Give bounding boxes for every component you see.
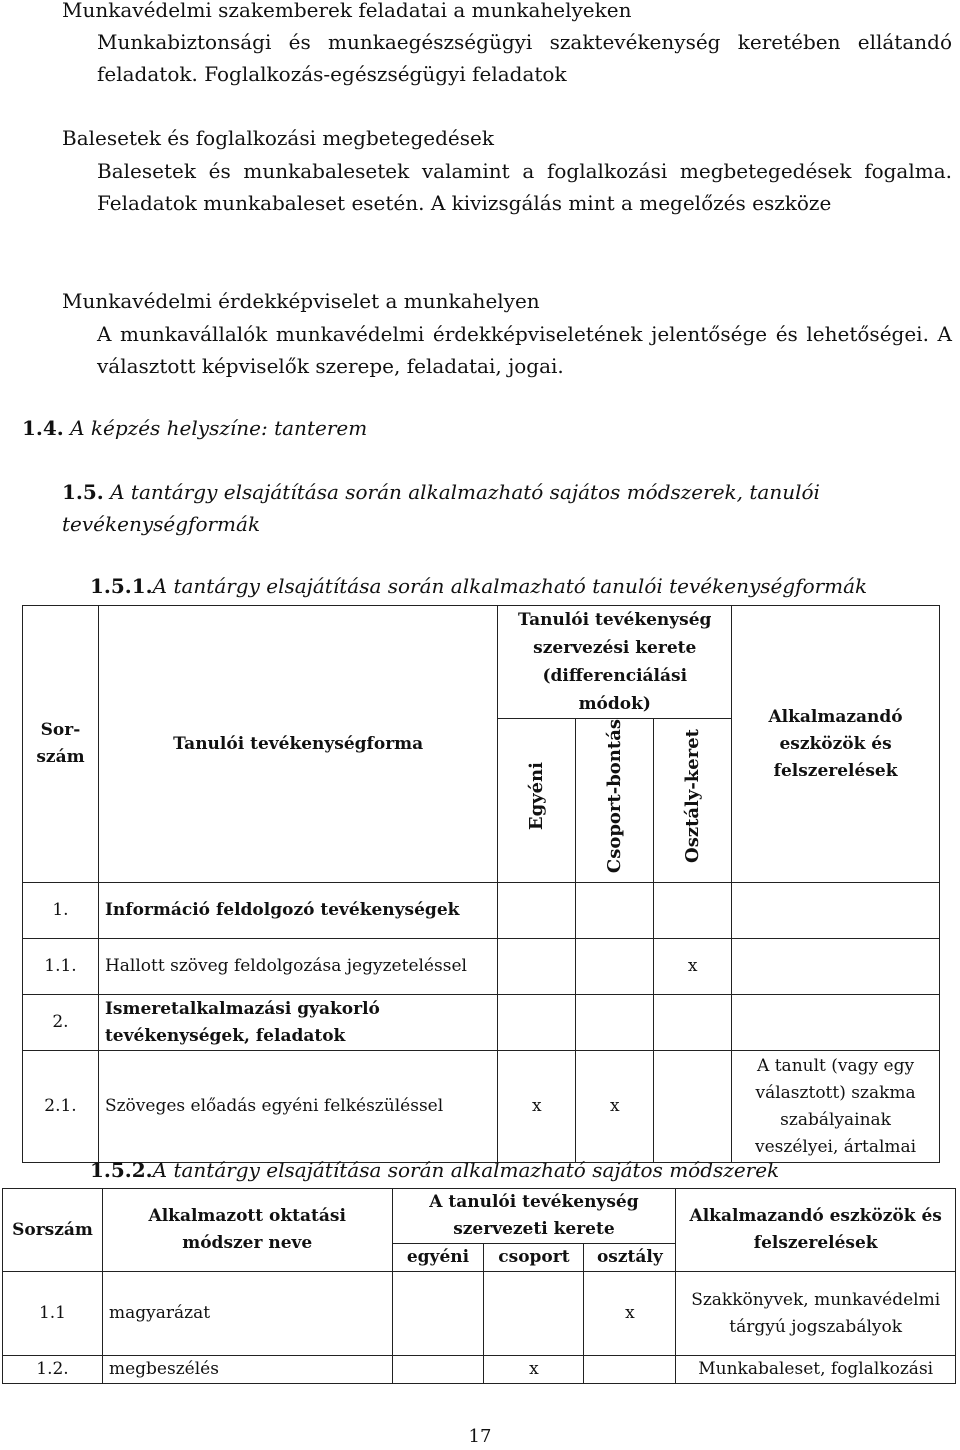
header-modszer: Alkalmazott oktatási módszer neve <box>102 1189 392 1272</box>
header-tevekenysegforma: Tanulói tevékenységforma <box>98 606 497 883</box>
table-row <box>23 883 940 939</box>
row-eszkoz <box>732 939 940 995</box>
heading-1-5 <box>62 476 922 540</box>
heading-1-4-text: A képzés helyszíne: tanterem <box>70 416 368 440</box>
row-number: 2. <box>23 995 99 1051</box>
row-csoport <box>576 883 654 939</box>
header-csoport: csoport <box>484 1244 584 1272</box>
row-egyeni <box>498 883 576 939</box>
methods-table <box>2 1188 956 1384</box>
row-egyeni <box>498 939 576 995</box>
header-osztaly: osztály <box>584 1244 676 1272</box>
row-number: 1.1 <box>3 1272 103 1356</box>
heading-1-5-2 <box>90 1154 779 1186</box>
row-csoport <box>576 939 654 995</box>
row-number: 1.2. <box>3 1356 103 1384</box>
header-sorszam: Sor-szám <box>23 606 99 883</box>
row-number: 1. <box>23 883 99 939</box>
row-number: 1.1. <box>23 939 99 995</box>
section-title-erdekkepviselet: Munkavédelmi érdekképviselet a munkahelyen <box>62 289 540 313</box>
header-csoportbontas: Csoport-bontás <box>576 719 654 883</box>
row-eszkoz: Munkabaleset, foglalkozási <box>676 1356 956 1384</box>
row-egyeni: x <box>498 1051 576 1163</box>
activity-forms-table <box>22 605 940 1163</box>
row-osztaly: x <box>654 939 732 995</box>
header-szervezesi-keret: Tanulói tevékenység szervezési kerete (differenciálási módok) <box>498 606 732 719</box>
heading-1-4-number: 1.4. <box>22 416 64 440</box>
heading-1-5-2-text: A tantárgy elsajátítása során alkalmazható sajátos módszerek <box>152 1158 780 1182</box>
header-sorszam: Sorszám <box>3 1189 103 1272</box>
heading-1-5-2-number: 1.5.2. <box>90 1158 153 1182</box>
table-row <box>23 939 940 995</box>
table-row <box>23 995 940 1051</box>
header-osztalykeret: Osztály-keret <box>654 719 732 883</box>
row-egyeni <box>498 995 576 1051</box>
section-body-balesetek: Balesetek és munkabalesetek valamint a foglalkozási megbetegedések fogalma. Feladatok munkabaleset esetén. A kivizsgálás mint a megelőzés eszköze <box>97 159 952 215</box>
row-eszkoz: Szakkönyvek, munkavédelmi tárgyú jogszabályok <box>676 1272 956 1356</box>
row-csoport: x <box>576 1051 654 1163</box>
row-eszkoz <box>732 883 940 939</box>
header-eszkozok: Alkalmazandó eszközök és felszerelések <box>732 606 940 883</box>
heading-1-5-1-number: 1.5.1. <box>90 574 153 598</box>
header-egyeni: Egyéni <box>498 719 576 883</box>
section-body-munkavedelmi-szakemberek: Munkabiztonsági és munkaegészségügyi szaktevékenység keretében ellátandó feladatok. Foglalkozás-egészségügyi feladatok <box>97 30 952 86</box>
heading-1-4 <box>22 412 367 444</box>
section-body-erdekkepviselet: A munkavállalók munkavédelmi érdekképviseletének jelentősége és lehetőségei. A választott képviselők szerepe, feladatai, jogai. <box>97 322 952 378</box>
row-osztaly: x <box>584 1272 676 1356</box>
section-title-munkavedelmi-szakemberek: Munkavédelmi szakemberek feladatai a munkahelyeken <box>62 0 632 22</box>
row-eszkoz <box>732 995 940 1051</box>
table-row <box>23 1051 940 1163</box>
row-csoport <box>484 1272 584 1356</box>
header-szervezeti-keret: A tanulói tevékenység szervezeti kerete <box>392 1189 676 1244</box>
row-egyeni <box>392 1356 484 1384</box>
row-osztaly <box>654 995 732 1051</box>
row-modszer: magyarázat <box>102 1272 392 1356</box>
heading-1-5-number: 1.5. <box>62 480 104 504</box>
heading-1-5-1-text: A tantárgy elsajátítása során alkalmazható tanulói tevékenységformák <box>152 574 868 598</box>
section-title-balesetek: Balesetek és foglalkozási megbetegedések <box>62 126 494 150</box>
row-forma: Ismeretalkalmazási gyakorló tevékenységek, feladatok <box>98 995 497 1051</box>
heading-1-5-text: A tantárgy elsajátítása során alkalmazható sajátos módszerek, tanulói tevékenységformák <box>62 480 820 536</box>
row-modszer: megbeszélés <box>102 1356 392 1384</box>
row-forma: Információ feldolgozó tevékenységek <box>98 883 497 939</box>
header-egyeni: egyéni <box>392 1244 484 1272</box>
row-egyeni <box>392 1272 484 1356</box>
row-csoport <box>576 995 654 1051</box>
row-csoport: x <box>484 1356 584 1384</box>
header-eszkozok: Alkalmazandó eszközök és felszerelések <box>676 1189 956 1272</box>
row-number: 2.1. <box>23 1051 99 1163</box>
row-eszkoz: A tanult (vagy egy választott) szakma szabályainak veszélyei, ártalmai <box>732 1051 940 1163</box>
row-osztaly <box>654 1051 732 1163</box>
page-number: 17 <box>468 1426 492 1447</box>
heading-1-5-1 <box>90 570 867 602</box>
row-forma: Hallott szöveg feldolgozása jegyzeteléssel <box>98 939 497 995</box>
row-osztaly <box>584 1356 676 1384</box>
row-osztaly <box>654 883 732 939</box>
row-forma: Szöveges előadás egyéni felkészüléssel <box>98 1051 497 1163</box>
table-row <box>3 1356 956 1384</box>
table-row <box>3 1272 956 1356</box>
